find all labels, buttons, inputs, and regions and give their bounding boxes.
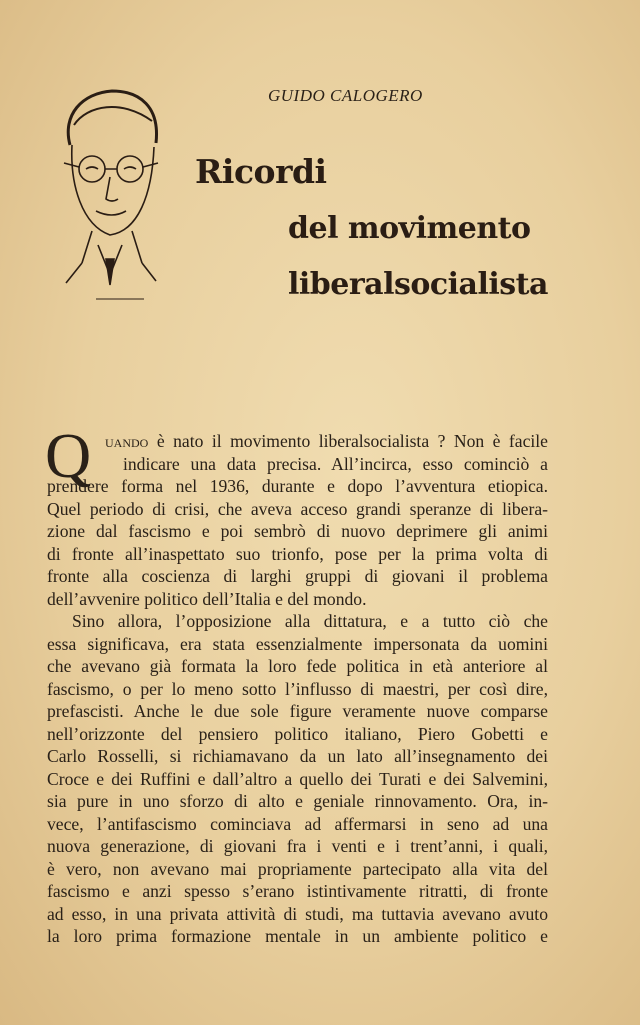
drop-cap: Q [45, 420, 92, 491]
text-line: indicare una data precisa. All’incirca, esso cominciò a [123, 453, 548, 474]
article-title-line-3: liberalsocialista [288, 267, 548, 302]
first-word: uando [105, 431, 149, 451]
text-line: nell’orizzonte del pensiero politico italiano, Piero Gobetti e [47, 723, 548, 744]
author-name: GUIDO CALOGERO [268, 86, 423, 105]
text-line: fascismo e anzi spesso s’erano istintivamente ritratti, di fronte [47, 881, 548, 901]
text-line: di fronte all’inaspettato suo trionfo, pose per la prima volta di [47, 543, 548, 564]
text-line: che avevano già formata la loro fede politica in età anteriore al [47, 656, 548, 676]
text-line: ad esso, in una privata attività di studi, ma tuttavia avevano avuto [47, 903, 548, 924]
text-line: fascismo, o per lo meno sotto l’influsso di maestri, per così dire, [47, 678, 548, 699]
text-line: zione dal fascismo e poi sembrò di nuovo deprimere gli animi [47, 521, 548, 541]
article-body [45, 420, 548, 948]
article-title-line-1: Ricordi [195, 152, 327, 191]
text-line [47, 430, 548, 453]
text-line: è vero, non avevano mai propriamente partecipato alla vita del [47, 858, 548, 879]
text-line: Sino allora, l’opposizione alla dittatura, e a tutto ciò che [72, 611, 548, 631]
text-line: Quel periodo di crisi, che aveva acceso grandi speranze di libera- [47, 498, 548, 519]
text-line: la loro prima formazione mentale in un ambiente politico e [47, 926, 548, 946]
article-title-line-2: del movimento [288, 211, 531, 246]
text-line: vece, l’antifascismo cominciava ad affermarsi in seno ad una [47, 813, 548, 834]
text-line: essa significava, era stata essenzialmente impersonata da uomini [47, 633, 548, 654]
text-line: sia pure in uno sforzo di alto e geniale rinnovamento. Ora, in- [47, 791, 548, 811]
text-line: fronte alla coscienza di larghi gruppi di giovani il problema [47, 566, 548, 586]
text-line: prefascisti. Anche le due sole figure veramente nuove comparse [47, 701, 548, 721]
text-line: Croce e dei Ruffini e dall’altro a quello dei Turati e dei Salvemini, [47, 768, 548, 789]
author-portrait-sketch [52, 85, 172, 307]
text-line: prendere forma nel 1936, durante e dopo l’avventura etiopica. [47, 476, 548, 496]
text-line: nuova generazione, di giovani fra i venti e i trent’anni, i quali, [47, 836, 548, 856]
text-line: Carlo Rosselli, si richiamavano da un lato all’insegnamento dei [47, 746, 548, 766]
text-line: dell’avvenire politico dell’Italia e del mondo. [47, 588, 367, 609]
text-line-rest: è nato il movimento liberalsocialista ? Non è facile [148, 431, 548, 451]
